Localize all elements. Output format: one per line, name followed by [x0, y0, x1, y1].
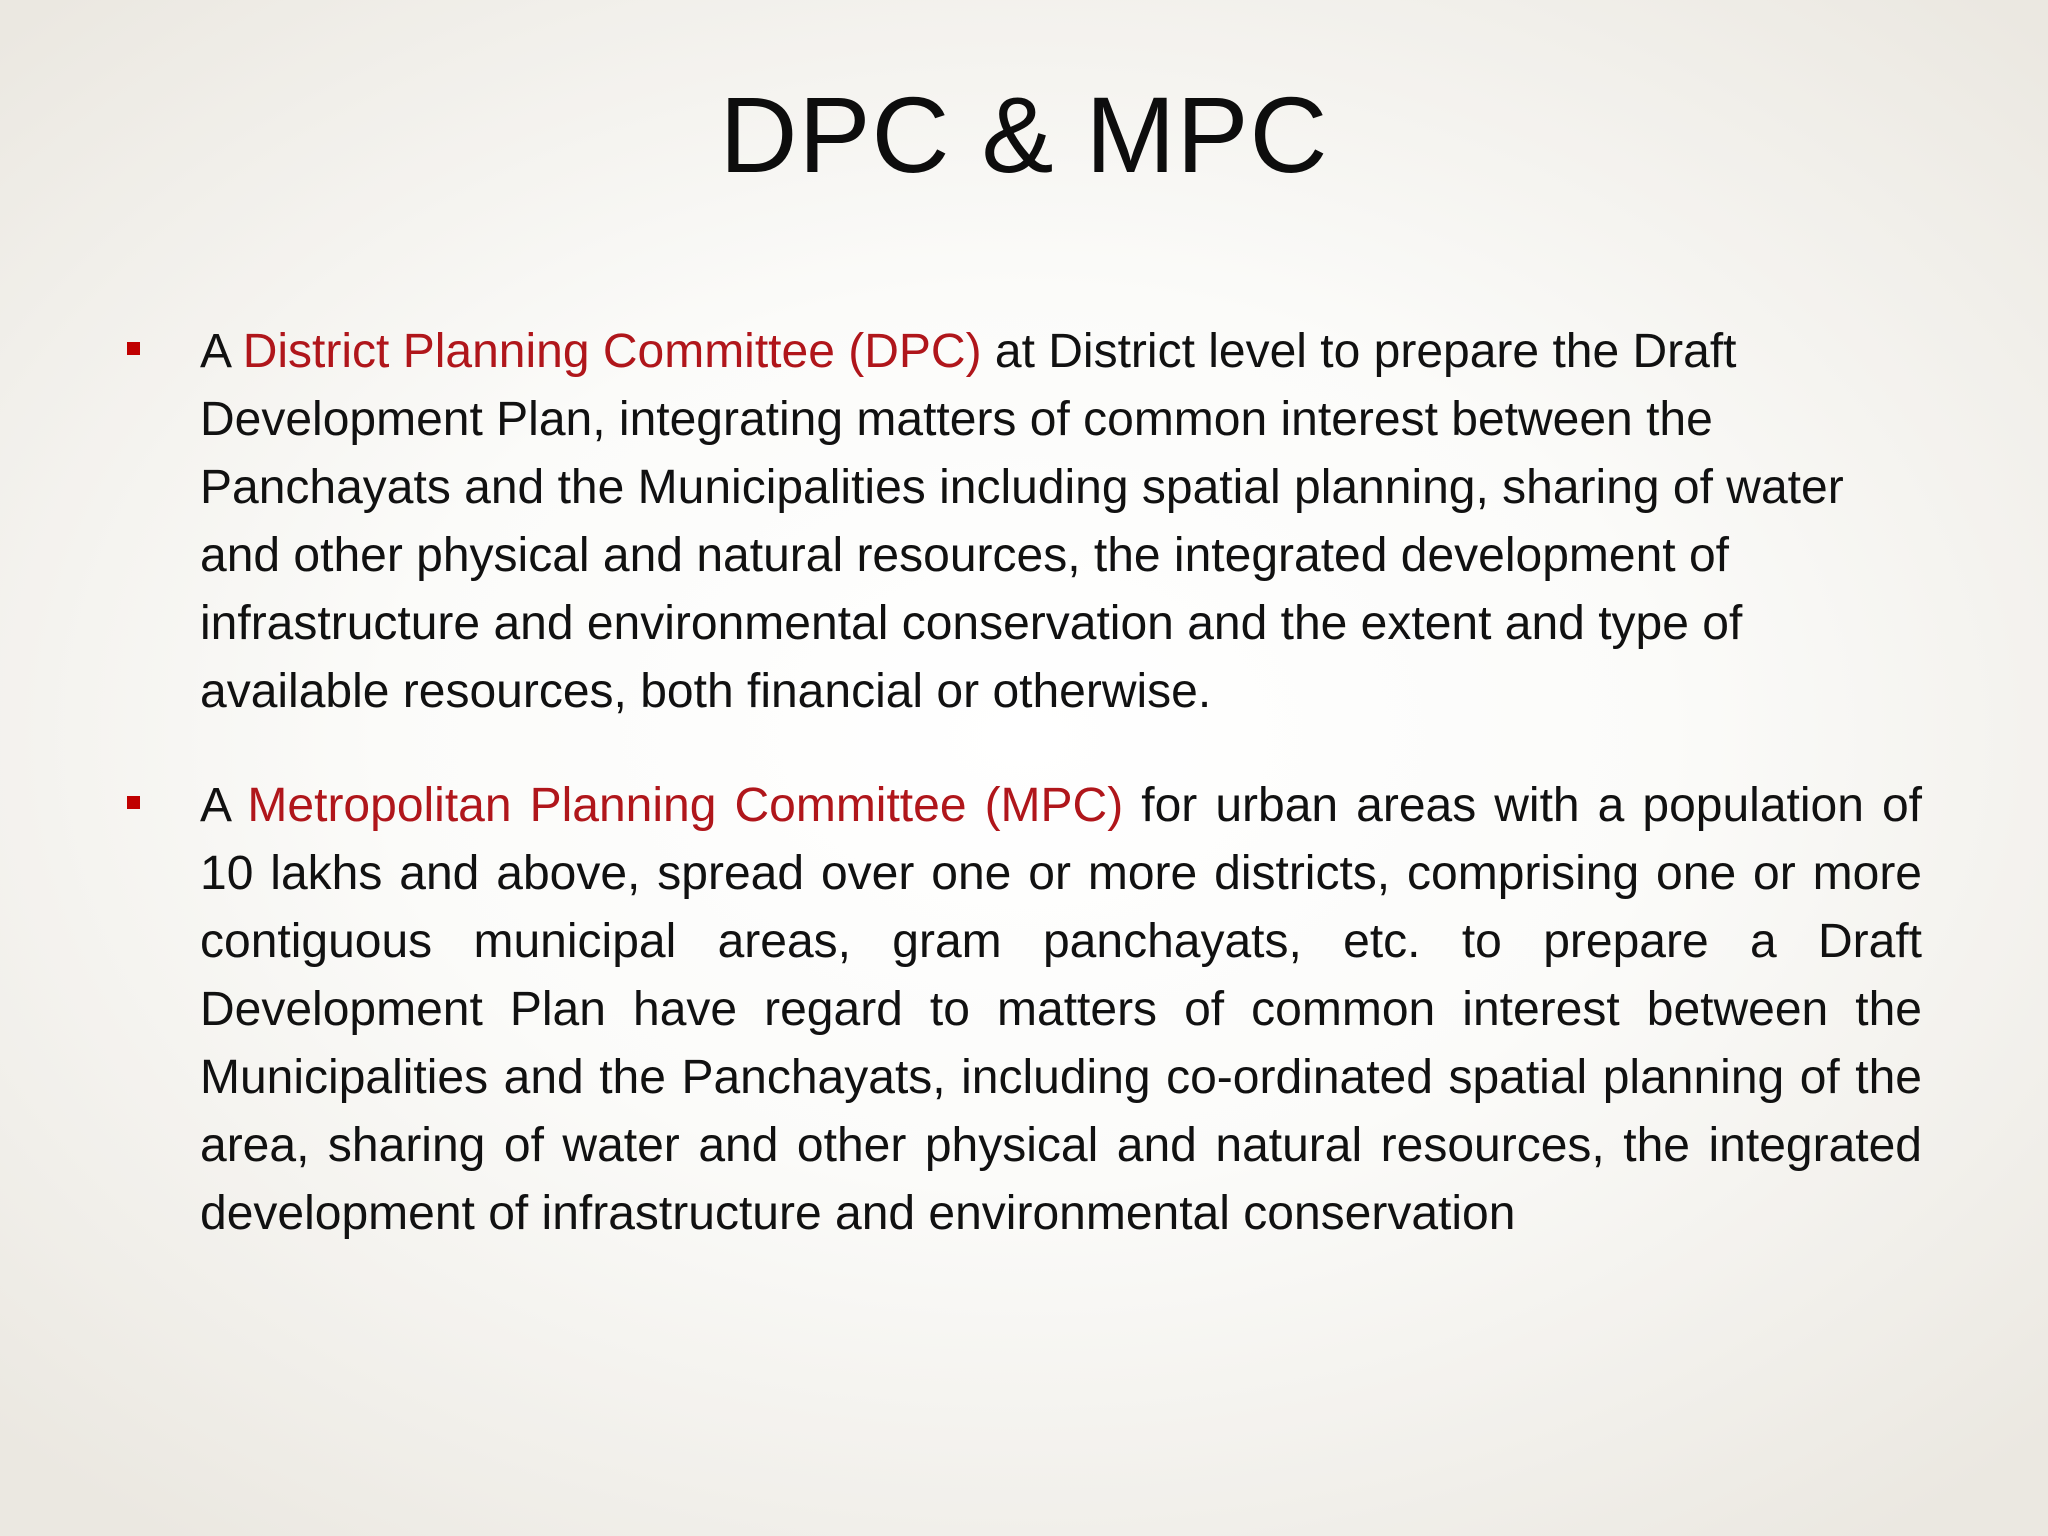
- bullet-text-dpc: at District level to prepare the Draft Development Plan, integrating matters of common interest between the Panchayats and the Municipalities including spatial planning, sharing of water and other physical and natural resources, the integrated development of infrastructure and environmental conservation and the extent and type of available resources, both financial or otherwise.: [200, 325, 1844, 718]
- bullet-highlight-dpc: District Planning Committee (DPC): [242, 325, 982, 378]
- bullet-highlight-mpc: Metropolitan Planning Committee (MPC): [247, 779, 1124, 832]
- square-bullet-icon: [127, 796, 140, 809]
- bullet-item-dpc: [200, 318, 1922, 726]
- slide-title: DPC & MPC: [719, 74, 1329, 195]
- bullet-text-mpc: for urban areas with a population of 10 lakhs and above, spread over one or more districts, comprising one or more contiguous municipal areas, gram panchayats, etc. to prepare a Draft Development Plan have regard to matters of common interest between the Municipalities and the Panchayats, including co-ordinated spatial planning of the area, sharing of water and other physical and natural resources, the integrated development of infrastructure and environmental conservation: [200, 779, 1923, 1240]
- bullet-list: [200, 318, 1922, 1294]
- bullet-prefix: A: [200, 325, 243, 378]
- bullet-item-mpc: [200, 772, 1922, 1248]
- square-bullet-icon: [127, 342, 140, 355]
- bullet-prefix: A: [200, 779, 248, 832]
